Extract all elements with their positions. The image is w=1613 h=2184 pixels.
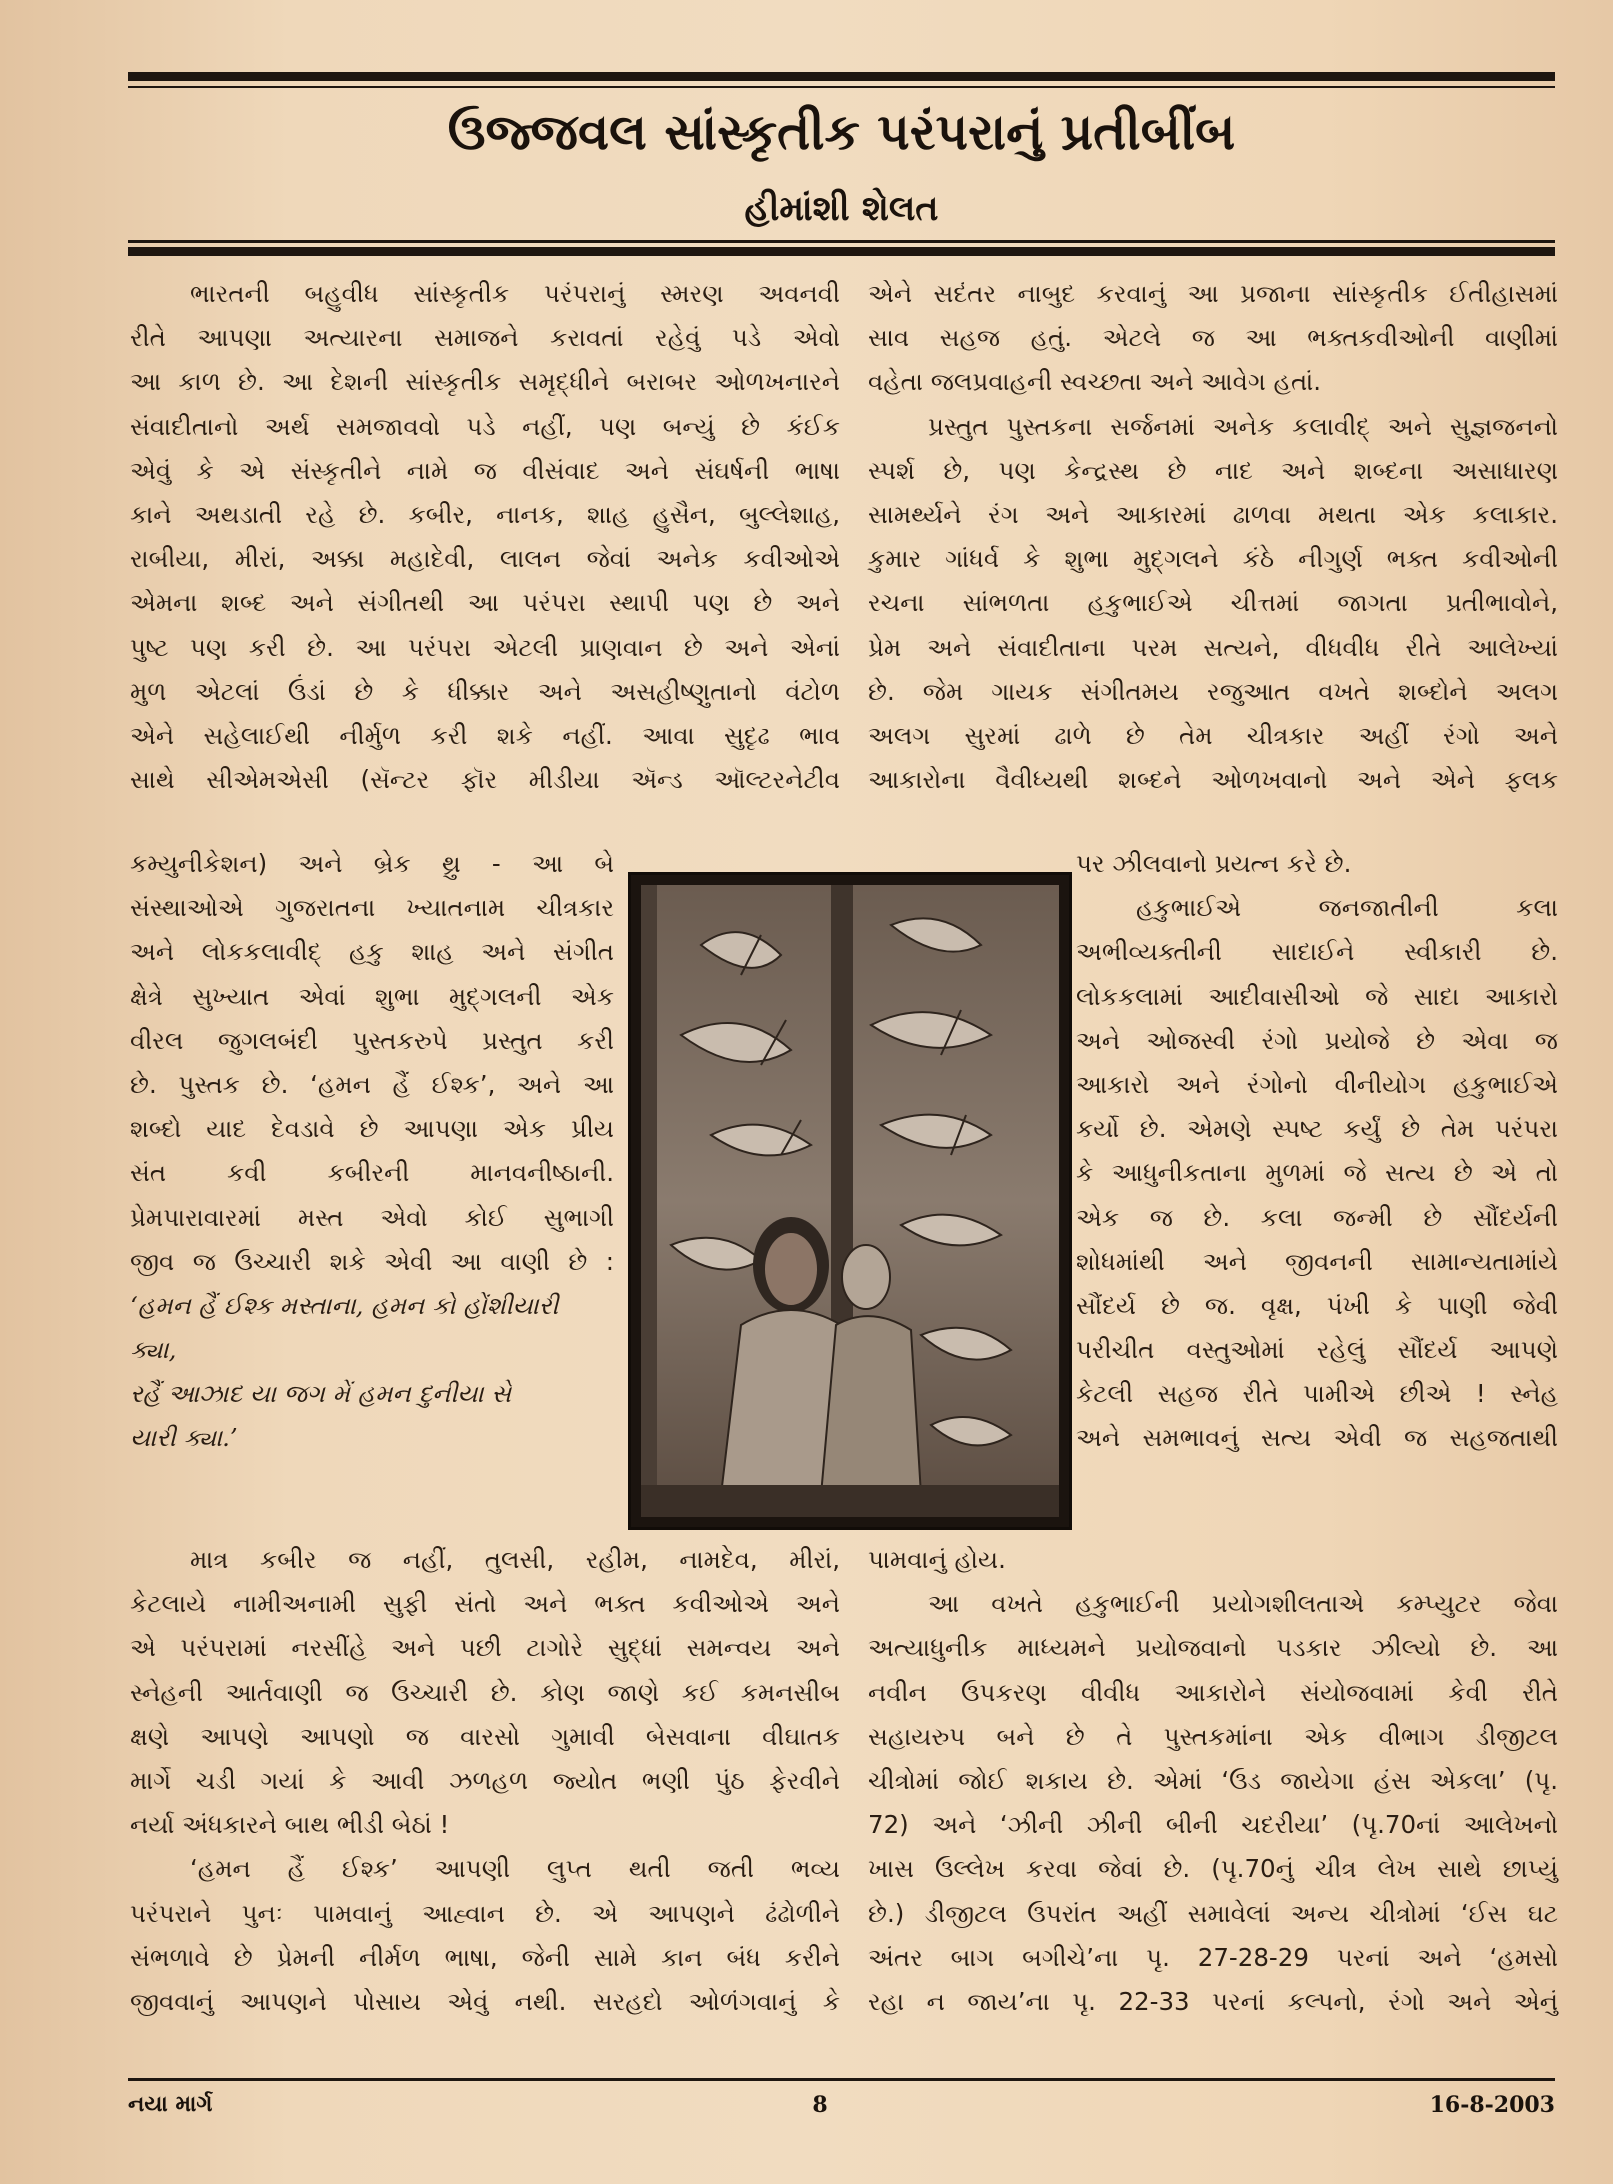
text-line: રહૈં આઝાદ યા જગ મેં હમન દુનીયા સે	[130, 1379, 512, 1409]
text-line: એ પરંપરામાં નરસીંહે અને પછી ટાગોરે સુદ્ધાં સમન્વય અને	[130, 1633, 840, 1663]
right-column-bottom	[868, 1538, 1558, 2024]
text-line: સાવ સહજ હતું. એટલે જ આ ભક્તકવીઓની વાણીમાં	[868, 323, 1558, 353]
text-line: આકારો અને રંગોનો વીનીયોગ હકુભાઈએ	[1076, 1069, 1558, 1099]
text-line: રચના સાંભળતા હકુભાઈએ ચીત્તમાં જાગતા પ્રતીભાવોને,	[868, 588, 1558, 618]
text-line: સામર્થ્યને રંગ અને આકારમાં ઢાળવા મથતા એક કલાકાર.	[868, 499, 1558, 529]
text-line: સ્પર્શ છે, પણ કેન્દ્રસ્થ છે નાદ અને શબ્દના અસાધારણ	[868, 455, 1558, 485]
text-line: માર્ગે ચડી ગયાં કે આવી ઝળહળ જ્યોત ભણી પુંઠ ફેરવીને	[130, 1765, 840, 1795]
text-line: ‘હમન હૈં ઈશ્ક મસ્તાના, હમન કો હોંશીયારી	[130, 1290, 559, 1320]
text-line: છે.) ડીજીટલ ઉપરાંત અહીં સમાવેલાં અન્ય ચીત્રોમાં ‘ઈસ ઘટ	[868, 1898, 1558, 1928]
text-line: છે. જેમ ગાયક સંગીતમય રજુઆત વખતે શબ્દોને અલગ	[868, 676, 1558, 706]
text-line: 72) અને ‘ઝીની ઝીની બીની ચદરીયા’ (પૃ.70નાં આલેખનો	[868, 1810, 1558, 1840]
text-line: પરંપરાને પુનઃ પામવાનું આહ્વાન છે. એ આપણને ઢંઢોળીને	[130, 1898, 840, 1928]
text-line: સંત કવી કબીરની માનવનીષ્ઠાની.	[130, 1158, 614, 1188]
text-line: અત્યાધુનીક માધ્યમને પ્રયોજવાનો પડકાર ઝીલ્યો છે. આ	[868, 1633, 1558, 1663]
left-column	[130, 272, 840, 802]
text-line: પ્રેમ અને સંવાદીતાના પરમ સત્યને, વીધવીધ રીતે આલેખ્યાં	[868, 632, 1558, 662]
text-line: આકારોના વૈવીધ્યથી શબ્દને ઓળખવાનો અને એને ફલક	[868, 765, 1558, 795]
text-line: ‘હમન હૈં ઈશ્ક’ આપણી લુપ્ત થતી જતી ભવ્ય	[190, 1854, 840, 1884]
text-line: સંવાદીતાનો અર્થ સમજાવવો પડે નહીં, પણ બન્યું છે કંઈક	[130, 411, 840, 441]
left-column-wrap-lines	[130, 842, 614, 1461]
text-line: યારી ક્યા.’	[130, 1423, 238, 1453]
text-line: અલગ સુરમાં ઢાળે છે તેમ ચીત્રકાર અહીં રંગો અને	[868, 720, 1558, 750]
text-line: આ કાળ છે. આ દેશની સાંસ્કૃતીક સમૃદ્ધીને બરાબર ઓળખનારને	[130, 367, 840, 397]
text-line: રાબીયા, મીરાં, અક્કા મહાદેવી, લાલન જેવાં અનેક કવીઓએ	[130, 544, 840, 574]
text-line: પર ઝીલવાનો પ્રયત્ન કરે છે.	[1076, 849, 1352, 878]
text-line: ક્યા,	[130, 1335, 177, 1365]
text-line: સહાયરુપ બને છે તે પુસ્તકમાંના એક વીભાગ ડીજીટલ	[868, 1721, 1558, 1751]
text-line: અને ઓજસ્વી રંગો પ્રયોજે છે એવા જ	[1076, 1025, 1558, 1055]
text-line: સ્નેહની આર્તવાણી જ ઉચ્ચારી છે. કોણ જાણે કઈ કમનસીબ	[130, 1677, 840, 1707]
left-column-bottom-lines	[130, 1538, 840, 2024]
text-line: શોધમાંથી અને જીવનની સામાન્યતામાંયે	[1076, 1246, 1558, 1276]
article-title: ઉજ્જવલ સાંસ્કૃતીક પરંપરાનું પ્રતીબીંબ	[447, 103, 1236, 161]
text-line: ક્ષણે આપણે આપણો જ વારસો ગુમાવી બેસવાના વીઘાતક	[130, 1721, 840, 1751]
header-rule	[128, 240, 1555, 243]
text-line: સંભળાવે છે પ્રેમની નીર્મળ ભાષા, જેની સામે કાન બંધ કરીને	[130, 1942, 840, 1972]
text-line: કેટલાયે નામીઅનામી સુફી સંતો અને ભક્ત કવીઓએ અને	[130, 1589, 840, 1619]
text-line: સંસ્થાઓએ ગુજરાતના ખ્યાતનામ ચીત્રકાર	[130, 893, 614, 923]
text-line: અને લોકકલાવીદ્ હકુ શાહ અને સંગીત	[130, 937, 614, 967]
right-column-bottom-lines	[868, 1538, 1558, 2024]
text-line: પામવાનું હોય.	[868, 1545, 1006, 1574]
right-column-top	[868, 272, 1558, 802]
article-author: હીમાંશી શેલત	[744, 189, 939, 229]
text-line: એમના શબ્દ અને સંગીતથી આ પરંપરા સ્થાપી પણ છે અને	[130, 588, 840, 618]
right-column-wrap	[1076, 842, 1558, 1461]
issue-date: 16-8-2003	[1429, 2092, 1555, 2118]
text-line: એને સહેલાઈથી નીર્મુળ કરી શકે નહીં. આવા સુદૃઢ ભાવ	[130, 720, 840, 750]
text-line: એને સદંતર નાબુદ કરવાનું આ પ્રજાના સાંસ્કૃતીક ઈતીહાસમાં	[868, 279, 1558, 308]
text-line: એવું કે એ સંસ્કૃતીને નામે જ વીસંવાદ અને સંઘર્ષની ભાષા	[130, 455, 840, 485]
text-line: જીવ જ ઉચ્ચારી શકે એવી આ વાણી છે :	[130, 1246, 614, 1276]
text-line: સાથે સીએમએસી (સૅન્ટર ફૉર મીડીયા ઍન્ડ ઑલ્ટરનેટીવ	[130, 765, 840, 795]
right-column	[868, 272, 1558, 802]
left-column-bottom	[130, 1538, 840, 2024]
text-line: કે આધુનીકતાના મુળમાં જે સત્ય છે એ તો	[1076, 1158, 1558, 1188]
text-line: પુષ્ટ પણ કરી છે. આ પરંપરા એટલી પ્રાણવાન છે અને એનાં	[130, 632, 840, 662]
publication-name: નયા માર્ગ	[128, 2092, 213, 2117]
text-line: ભારતની બહુવીધ સાંસ્કૃતીક પરંપરાનું સ્મરણ અવનવી	[190, 279, 840, 308]
text-line: ચીત્રોમાં જોઈ શકાય છે. એમાં ‘ઉડ જાયેગા હંસ એકલા’ (પૃ.	[868, 1765, 1558, 1795]
text-line: ખાસ ઉલ્લેખ કરવા જેવાં છે. (પૃ.70નું ચીત્ર લેખ સાથે છાપ્યું	[868, 1854, 1558, 1884]
text-line: માત્ર કબીર જ નહીં, તુલસી, રહીમ, નામદેવ, મીરાં,	[190, 1545, 840, 1574]
header-rule-thick	[128, 247, 1555, 256]
page-number: 8	[812, 2092, 828, 2118]
text-line: કુમાર ગાંધર્વ કે શુભા મુદ્ગલને કંઠે નીગુર્ણ ભક્ત કવીઓની	[868, 544, 1558, 574]
footer-rule	[128, 2078, 1555, 2081]
text-line: વહેતા જલપ્રવાહની સ્વચ્છતા અને આવેગ હતાં.	[868, 367, 1321, 397]
text-line: જીવવાનું આપણને પોસાય એવું નથી. સરહદો ઓળંગવાનું કે	[130, 1986, 840, 2016]
text-line: કર્યો છે. એમણે સ્પષ્ટ કર્યું છે તેમ પરંપરા	[1076, 1114, 1558, 1144]
top-rule	[128, 72, 1555, 81]
text-line: પરીચીત વસ્તુઓમાં રહેલું સૌંદર્ય આપણે	[1076, 1335, 1558, 1365]
right-column-wrap-lines	[1076, 842, 1558, 1461]
text-line: છે. પુસ્તક છે. ‘હમન હૈં ઈશ્ક’, અને આ	[130, 1069, 614, 1099]
text-line: નર્યા અંધકારને બાથ ભીડી બેઠાં !	[130, 1810, 450, 1840]
text-line: અને સમભાવનું સત્ય એવી જ સહજતાથી	[1076, 1423, 1558, 1453]
text-line: સૌંદર્ય છે જ. વૃક્ષ, પંખી કે પાણી જેવી	[1076, 1290, 1558, 1320]
text-line: મુળ એટલાં ઉંડાં છે કે ધીક્કાર અને અસહીષ્ણુતાનો વંટોળ	[130, 676, 840, 706]
text-line: અંતર બાગ બગીચે’ના પૃ. 27-28-29 પરનાં અને ‘હમસો	[868, 1942, 1558, 1972]
painting-illustration	[628, 872, 1072, 1530]
left-column-wrap	[130, 842, 614, 1461]
text-line: એક જ છે. કલા જન્મી છે સૌંદર્યની	[1076, 1202, 1558, 1232]
text-line: નવીન ઉપકરણ વીવીધ આકારોને સંયોજવામાં કેવી રીતે	[868, 1677, 1558, 1707]
text-line: લોકકલામાં આદીવાસીઓ જે સાદા આકારો	[1076, 981, 1558, 1011]
text-line: કમ્યુનીકેશન) અને બ્રેક થ્રુ - આ બે	[130, 849, 614, 878]
text-line: રીતે આપણા અત્યારના સમાજને કરાવતાં રહેવું પડે એવો	[130, 323, 840, 353]
left-column-top	[130, 272, 840, 802]
text-line: પ્રેમપારાવારમાં મસ્ત એવો કોઈ સુભાગી	[130, 1202, 614, 1232]
text-line: વીરલ જુગલબંદી પુસ્તકરુપે પ્રસ્તુત કરી	[130, 1025, 614, 1055]
text-line: આ વખતે હકુભાઈની પ્રયોગશીલતાએ કમ્પ્યુટર જેવા	[928, 1589, 1558, 1619]
text-line: પ્રસ્તુત પુસ્તકના સર્જનમાં અનેક કલાવીદ્ અને સુજ્ઞજનનો	[928, 411, 1558, 441]
text-line: રહા ન જાય’ના પૃ. 22-33 પરનાં કલ્પનો, રંગો અને એનું	[868, 1986, 1558, 2016]
text-line: અભીવ્યક્તીની સાદાઈને સ્વીકારી છે.	[1076, 937, 1558, 967]
painting-image	[641, 885, 1059, 1517]
text-line: કાને અથડાતી રહે છે. કબીર, નાનક, શાહ હુસૈન, બુલ્લેશાહ,	[130, 499, 840, 529]
text-line: હકુભાઈએ જનજાતીની કલા	[1136, 893, 1558, 923]
text-line: ક્ષેત્રે સુખ્યાત એવાં શુભા મુદ્ગલની એક	[130, 981, 614, 1011]
top-rule-thin	[128, 86, 1555, 88]
text-line: શબ્દો યાદ દેવડાવે છે આપણા એક પ્રીય	[130, 1114, 614, 1144]
text-line: કેટલી સહજ રીતે પામીએ છીએ ! સ્નેહ	[1076, 1379, 1558, 1409]
